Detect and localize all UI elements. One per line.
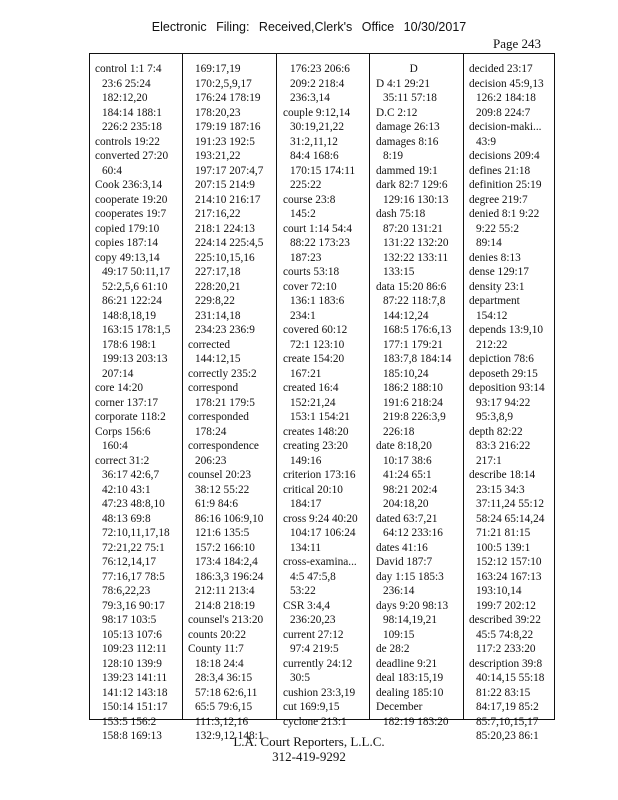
index-entry: 186:2 188:10 — [383, 382, 443, 394]
index-entry: 168:5 176:6,13 — [383, 324, 452, 336]
index-entry: 153:5 156:2 — [102, 715, 157, 728]
column-divider — [463, 54, 464, 719]
index-entry: 176:23 206:6 — [290, 63, 350, 75]
index-entry: 185:10,24 — [383, 367, 429, 380]
index-entry: correct 31:2 — [95, 454, 150, 467]
index-entry: 64:12 233:16 — [383, 527, 443, 539]
index-entry: corresponded — [188, 411, 249, 423]
index-entry: 88:22 173:23 — [290, 237, 350, 249]
index-entry: 105:13 107:6 — [102, 628, 162, 641]
index-entry: 177:1 179:21 — [383, 338, 443, 351]
index-entry: decision 45:9,13 — [469, 77, 544, 90]
index-entry: 183:7,8 184:14 — [383, 353, 452, 365]
index-entry: 36:17 42:6,7 — [102, 469, 160, 481]
index-entry: 10:17 38:6 — [383, 454, 432, 467]
index-entry: 157:2 166:10 — [195, 541, 255, 554]
index-entry: 191:6 218:24 — [383, 396, 443, 409]
index-entry: 209:2 218:4 — [290, 77, 345, 90]
index-entry: 61:9 84:6 — [195, 498, 238, 510]
index-entry: 23:15 34:3 — [476, 483, 525, 496]
index-entry: 234:1 — [290, 309, 316, 322]
index-entry: 97:4 219:5 — [290, 643, 339, 655]
index-entry: 170:15 174:11 — [290, 164, 356, 177]
index-entry: decisions 209:4 — [469, 150, 540, 162]
index-entry: 191:23 192:5 — [195, 135, 255, 148]
index-entry: 234:23 236:9 — [195, 324, 255, 336]
index-entry: 136:1 183:6 — [290, 295, 345, 307]
index-entry: definition 25:19 — [469, 179, 542, 191]
index-entry: dated 63:7,21 — [376, 512, 438, 525]
index-entry: 81:22 83:15 — [476, 686, 531, 699]
index-entry: 72:10,11,17,18 — [102, 527, 170, 539]
index-entry: 217:16,22 — [195, 208, 241, 220]
index-entry: 184:14 188:1 — [102, 106, 162, 119]
index-entry: correspond — [188, 382, 239, 394]
index-entry: 193:10,14 — [476, 585, 522, 597]
index-entry: 78:6,22,23 — [102, 585, 151, 597]
index-entry: 139:23 141:11 — [102, 672, 168, 684]
index-entry: 87:22 118:7,8 — [383, 295, 446, 307]
index-entry: currently 24:12 — [283, 657, 353, 670]
index-entry: dammed 19:1 — [376, 164, 438, 177]
index-column-1 — [95, 62, 170, 744]
index-entry: de 28:2 — [376, 643, 410, 655]
index-entry: 225:22 — [290, 179, 322, 191]
index-entry: 228:20,21 — [195, 280, 241, 293]
index-entry: courts 53:18 — [283, 266, 340, 278]
index-entry: corner 137:17 — [95, 396, 159, 409]
index-entry: 197:17 207:4,7 — [195, 164, 264, 177]
index-entry: court 1:14 54:4 — [283, 222, 353, 235]
index-entry: 231:14,18 — [195, 309, 241, 322]
index-entry: correspondence — [188, 440, 259, 452]
index-entry: covered 60:12 — [283, 324, 348, 336]
page-number: Page 243 — [493, 36, 542, 51]
index-entry: department — [469, 295, 520, 307]
index-entry: 45:5 74:8,22 — [476, 628, 534, 641]
index-entry: density 23:1 — [469, 280, 525, 293]
index-entry: 18:18 24:4 — [195, 657, 244, 670]
index-column-3 — [283, 62, 358, 729]
index-entry: describe 18:14 — [469, 469, 536, 481]
index-entry: 129:16 130:13 — [383, 193, 449, 206]
index-entry: 184:17 — [290, 498, 322, 510]
index-entry: data 15:20 86:6 — [376, 280, 447, 293]
index-entry: correctly 235:2 — [188, 367, 257, 380]
index-entry: 178:21 179:5 — [195, 396, 255, 409]
index-entry: 38:12 55:22 — [195, 483, 250, 496]
index-entry: 163:24 167:13 — [476, 570, 542, 583]
index-entry: depth 82:22 — [469, 425, 523, 438]
index-entry: days 9:20 98:13 — [376, 599, 449, 612]
index-entry: decision-maki... — [469, 121, 542, 133]
index-entry: cross-examina... — [283, 556, 357, 568]
index-entry: 83:3 216:22 — [476, 440, 531, 452]
index-entry: damage 26:13 — [376, 121, 440, 133]
index-entry: 187:23 — [290, 251, 322, 264]
index-entry: 206:23 — [195, 454, 227, 467]
index-entry: 173:4 184:2,4 — [195, 556, 258, 568]
index-entry: control 1:1 7:4 — [95, 63, 162, 75]
index-entry: 117:2 233:20 — [476, 643, 536, 655]
index-entry: 35:11 57:18 — [383, 92, 437, 104]
index-entry: 167:21 — [290, 367, 322, 380]
index-entry: cut 169:9,15 — [283, 701, 340, 713]
index-entry: decided 23:17 — [469, 63, 533, 75]
index-entry: 134:11 — [290, 541, 321, 554]
index-entry: 87:20 131:21 — [383, 222, 443, 235]
index-entry: depiction 78:6 — [469, 353, 534, 365]
index-entry: 176:24 178:19 — [195, 92, 261, 104]
index-entry: 193:21,22 — [195, 150, 241, 162]
index-entry: dense 129:17 — [469, 266, 529, 278]
index-entry: 57:18 62:6,11 — [195, 686, 258, 699]
index-entry: creates 148:20 — [283, 425, 349, 438]
index-entry: cross 9:24 40:20 — [283, 512, 358, 525]
index-entry: 186:3,3 196:24 — [195, 570, 264, 583]
index-entry: 128:10 139:9 — [102, 657, 162, 670]
index-entry: current 27:12 — [283, 628, 344, 641]
index-entry: copies 187:14 — [95, 237, 159, 249]
index-entry: damages 8:16 — [376, 135, 439, 148]
index-entry: 23:6 25:24 — [102, 77, 151, 90]
index-entry: 85:7,10,15,17 — [476, 715, 539, 728]
index-entry: 42:10 43:1 — [102, 483, 151, 496]
index-entry: 71:21 81:15 — [476, 527, 531, 539]
index-entry: County 11:7 — [188, 643, 244, 655]
index-column-5 — [469, 62, 545, 744]
index-entry: 149:16 — [290, 454, 322, 467]
index-entry: 212:11 213:4 — [195, 585, 255, 597]
index-entry: cyclone 213:1 — [283, 715, 347, 728]
index-entry: counsel's 213:20 — [188, 614, 264, 626]
index-entry: dealing 185:10 — [376, 686, 444, 699]
index-entry: 85:20,23 86:1 — [476, 730, 539, 742]
index-entry: 30:5 — [290, 672, 311, 684]
index-entry: corporate 118:2 — [95, 411, 166, 423]
index-entry: cooperate 19:20 — [95, 193, 168, 206]
index-entry: 144:12,15 — [195, 353, 241, 365]
index-entry: created 16:4 — [283, 382, 339, 394]
index-entry: counsel 20:23 — [188, 469, 252, 481]
index-entry: 212:22 — [476, 338, 508, 351]
index-entry: 53:22 — [290, 585, 316, 597]
index-entry: cover 72:10 — [283, 280, 337, 293]
index-entry: 98:21 202:4 — [383, 483, 438, 496]
index-entry: denied 8:1 9:22 — [469, 208, 540, 220]
index-column-2 — [188, 62, 263, 744]
index-entry: 86:16 106:9,10 — [195, 512, 264, 525]
index-entry: 76:12,14,17 — [102, 556, 156, 568]
index-entry: 158:8 169:13 — [102, 730, 162, 742]
index-entry: 226:18 — [383, 425, 415, 438]
index-entry: 217:1 — [476, 454, 502, 467]
index-entry: 72:1 123:10 — [290, 338, 345, 351]
index-entry: 214:10 216:17 — [195, 193, 261, 206]
index-entry: 133:15 — [383, 266, 415, 278]
index-entry: deal 183:15,19 — [376, 672, 444, 684]
index-entry: depends 13:9,10 — [469, 324, 544, 336]
index-entry: deadline 9:21 — [376, 657, 438, 670]
index-entry: 31:2,11,12 — [290, 135, 338, 148]
index-entry: Cook 236:3,14 — [95, 179, 163, 191]
index-entry: D 4:1 29:21 — [376, 77, 430, 90]
index-entry: 28:3,4 36:15 — [195, 672, 253, 684]
index-entry: 163:15 178:1,5 — [102, 324, 171, 336]
index-entry: 131:22 132:20 — [383, 237, 449, 249]
index-entry: 219:8 226:3,9 — [383, 411, 446, 423]
index-entry: 132:9,12 148:1 — [195, 730, 264, 742]
index-entry: CSR 3:4,4 — [283, 599, 331, 612]
index-entry: deposition 93:14 — [469, 382, 545, 394]
index-column-4 — [376, 62, 451, 729]
index-entry: 160:4 — [102, 440, 128, 452]
index-entry: 100:5 139:1 — [476, 541, 531, 554]
index-entry: 86:21 122:24 — [102, 295, 162, 307]
index-entry: 209:8 224:7 — [476, 106, 531, 119]
index-entry: converted 27:20 — [95, 150, 169, 162]
index-entry: 37:11,24 55:12 — [476, 498, 544, 510]
index-entry: defines 21:18 — [469, 164, 531, 177]
index-entry: 229:8,22 — [195, 295, 235, 307]
index-entry: 150:14 151:17 — [102, 701, 168, 713]
index-entry: 225:10,15,16 — [195, 251, 255, 264]
index-entry: described 39:22 — [469, 614, 541, 626]
column-divider — [182, 54, 183, 719]
index-entry: 153:1 154:21 — [290, 411, 350, 423]
index-entry: 227:17,18 — [195, 266, 241, 278]
index-entry: 40:14,15 55:18 — [476, 672, 545, 684]
index-entry: 104:17 106:24 — [290, 527, 356, 539]
index-entry: 30:19,21,22 — [290, 121, 344, 133]
index-entry: creating 23:20 — [283, 440, 348, 452]
index-entry: 9:22 55:2 — [476, 222, 519, 235]
index-entry: 48:13 69:8 — [102, 512, 151, 525]
reporter-phone: 312-419-9292 — [272, 749, 346, 764]
index-entry: core 14:20 — [95, 382, 143, 394]
index-entry: dark 82:7 129:6 — [376, 179, 448, 191]
index-entry: 178:20,23 — [195, 106, 241, 119]
index-entry: degree 219:7 — [469, 193, 528, 206]
index-entry: 144:12,24 — [383, 309, 429, 322]
index-entry: deposeth 29:15 — [469, 367, 538, 380]
index-entry: cushion 23:3,19 — [283, 686, 356, 699]
index-entry: description 39:8 — [469, 657, 543, 670]
index-entry: D — [409, 63, 418, 75]
index-entry: 154:12 — [476, 309, 508, 322]
index-entry: copy 49:13,14 — [95, 251, 160, 264]
index-entry: 204:18,20 — [383, 498, 429, 510]
index-entry: 72:21,22 75:1 — [102, 541, 165, 554]
index-entry: 60:4 — [102, 164, 123, 177]
filing-header: Electronic Filing: Received,Clerk's Office 10/30/2017 — [151, 20, 467, 34]
index-entry: denies 8:13 — [469, 251, 521, 264]
index-entry: 93:17 94:22 — [476, 396, 531, 409]
index-entry: 77:16,17 78:5 — [102, 570, 165, 583]
index-entry: 84:17,19 85:2 — [476, 701, 539, 713]
index-entry: 65:5 79:6,15 — [195, 701, 253, 713]
index-entry: 111:3,12,16 — [195, 715, 249, 728]
index-entry: 178:6 198:1 — [102, 338, 157, 351]
index-entry: 152:21,24 — [290, 396, 336, 409]
index-entry: 226:2 235:18 — [102, 121, 162, 133]
index-entry: 214:8 218:19 — [195, 599, 255, 612]
index-entry: 79:3,16 90:17 — [102, 599, 165, 612]
index-entry: 49:17 50:11,17 — [102, 266, 170, 278]
index-entry: 207:15 214:9 — [195, 179, 255, 191]
index-entry: controls 19:22 — [95, 135, 160, 148]
index-entry: 141:12 143:18 — [102, 686, 168, 699]
index-entry: 236:14 — [383, 585, 415, 597]
index-entry: criterion 173:16 — [283, 469, 356, 481]
index-entry: 169:17,19 — [195, 63, 241, 75]
index-entry: December — [376, 701, 423, 713]
column-divider — [276, 54, 277, 719]
index-entry: cooperates 19:7 — [95, 208, 167, 220]
index-entry: 84:4 168:6 — [290, 150, 339, 162]
index-entry: 132:22 133:11 — [383, 251, 449, 264]
index-entry: day 1:15 185:3 — [376, 570, 444, 583]
index-entry: 236:20,23 — [290, 614, 336, 626]
index-entry: 207:14 — [102, 367, 134, 380]
index-entry: corrected — [188, 338, 231, 351]
index-entry: 52:2,5,6 61:10 — [102, 280, 168, 293]
index-entry: 199:7 202:12 — [476, 599, 536, 612]
index-entry: 236:3,14 — [290, 92, 330, 104]
index-entry: 109:15 — [383, 628, 415, 641]
index-entry: create 154:20 — [283, 353, 345, 365]
index-entry: 95:3,8,9 — [476, 411, 514, 423]
index-entry: 178:24 — [195, 425, 227, 438]
index-entry: 199:13 203:13 — [102, 353, 168, 365]
index-entry: 89:14 — [476, 237, 502, 249]
index-entry: date 8:18,20 — [376, 440, 432, 452]
index-entry: 47:23 48:8,10 — [102, 498, 165, 510]
index-entry: course 23:8 — [283, 193, 336, 206]
index-entry: 121:6 135:5 — [195, 527, 250, 539]
index-entry: 58:24 65:14,24 — [476, 512, 545, 525]
index-entry: 182:19 183:20 — [383, 715, 449, 728]
index-entry: 109:23 112:11 — [102, 643, 167, 655]
index-entry: critical 20:10 — [283, 483, 343, 496]
index-entry: 152:12 157:10 — [476, 556, 542, 568]
column-divider — [369, 54, 370, 719]
index-entry: 170:2,5,9,17 — [195, 77, 252, 90]
index-entry: 182:12,20 — [102, 92, 148, 104]
index-entry: D.C 2:12 — [376, 106, 418, 119]
index-entry: copied 179:10 — [95, 222, 160, 235]
index-entry: 218:1 224:13 — [195, 222, 255, 235]
index-entry: 43:9 — [476, 135, 497, 148]
index-entry: 98:17 103:5 — [102, 614, 157, 626]
index-entry: Corps 156:6 — [95, 425, 151, 438]
index-entry: 4:5 47:5,8 — [290, 570, 336, 583]
index-entry: David 187:7 — [376, 556, 433, 568]
index-entry: 148:8,18,19 — [102, 309, 156, 322]
index-entry: couple 9:12,14 — [283, 106, 351, 119]
index-entry: 98:14,19,21 — [383, 614, 437, 626]
index-entry: 224:14 225:4,5 — [195, 237, 264, 249]
index-entry: 8:19 — [383, 150, 404, 162]
index-entry: dash 75:18 — [376, 208, 426, 220]
index-entry: 179:19 187:16 — [195, 121, 261, 133]
index-entry: 41:24 65:1 — [383, 469, 432, 481]
reporter-name: L.A. Court Reporters, L.L.C. — [233, 734, 385, 749]
index-entry: 126:2 184:18 — [476, 92, 536, 104]
index-entry: 145:2 — [290, 208, 316, 220]
index-entry: dates 41:16 — [376, 541, 428, 554]
index-entry: counts 20:22 — [188, 628, 247, 641]
